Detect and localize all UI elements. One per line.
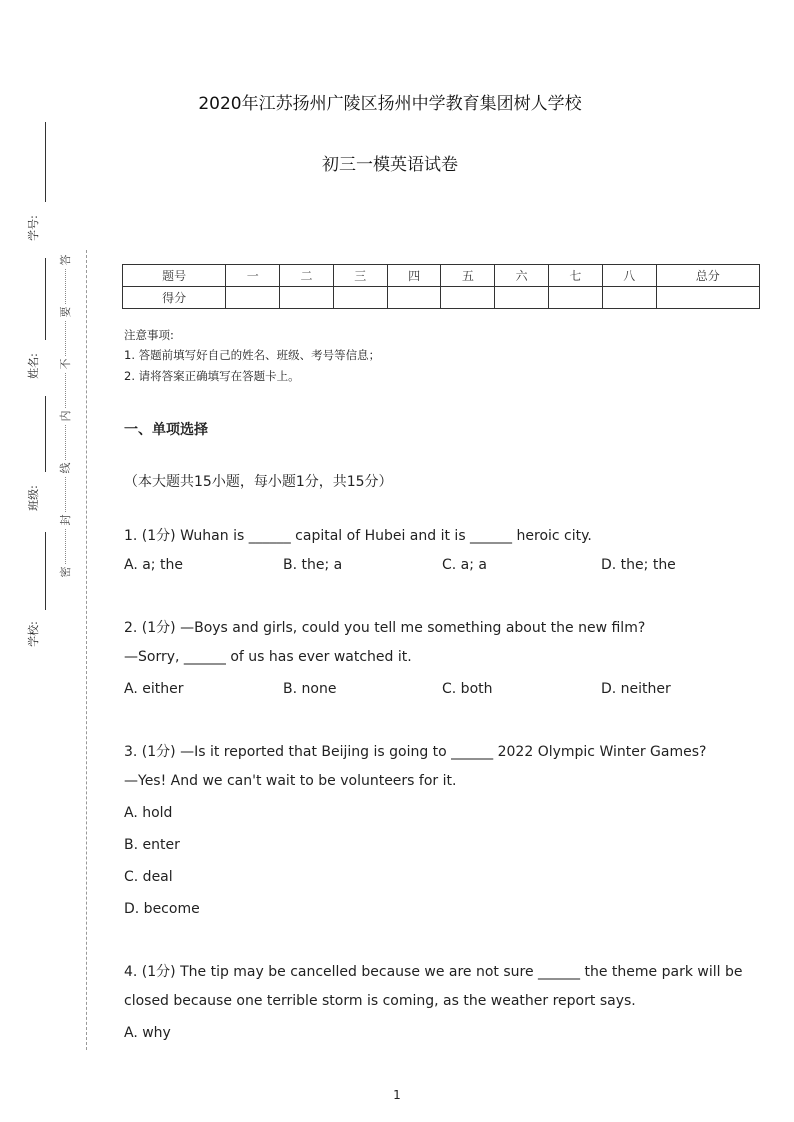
score-table-header-cell: 一 <box>226 265 280 287</box>
question-2-option-c: C. both <box>442 681 493 697</box>
binding-line-school <box>45 532 46 610</box>
question-3-option-d: D. become <box>124 901 200 917</box>
score-table <box>122 264 760 309</box>
score-table-header-cell: 八 <box>602 265 656 287</box>
binding-line-name <box>45 258 46 340</box>
score-table-header-cell: 总分 <box>656 265 759 287</box>
label-school: 学校: <box>27 621 40 647</box>
question-2-option-d: D. neither <box>601 681 671 697</box>
score-cell <box>656 287 759 309</box>
question-3-stem-line2: —Yes! And we can't wait to be volunteers for it. <box>124 773 457 789</box>
question-2-stem: 2. (1分) —Boys and girls, could you tell me something about the new film? <box>124 620 646 636</box>
binding-line-xuehao <box>45 122 46 202</box>
score-table-header-cell: 七 <box>549 265 603 287</box>
score-cell <box>602 287 656 309</box>
seal-char-yao: 要 <box>58 304 74 320</box>
label-class: 班级: <box>27 485 40 511</box>
score-cell <box>333 287 387 309</box>
section-instruction: （本大题共15小题，每小题1分，共15分） <box>124 474 393 490</box>
notes-item: 2. 请将答案正确填写在答题卡上。 <box>124 369 300 383</box>
page-number: 1 <box>393 1088 401 1102</box>
question-1-option-a: A. a; the <box>124 557 183 573</box>
score-cell <box>495 287 549 309</box>
score-cell <box>226 287 280 309</box>
score-table-score-row <box>123 287 760 309</box>
question-3-option-c: C. deal <box>124 869 173 885</box>
question-4-stem-line2: closed because one terrible storm is coming, as the weather report says. <box>124 993 636 1009</box>
question-3-option-a: A. hold <box>124 805 173 821</box>
score-table-header-cell: 六 <box>495 265 549 287</box>
score-table-header-cell: 四 <box>387 265 441 287</box>
seal-char-feng: 封 <box>58 512 74 528</box>
score-table-header-cell: 五 <box>441 265 495 287</box>
question-1-stem: 1. (1分) Wuhan is ______ capital of Hubei and it is ______ heroic city. <box>124 528 592 544</box>
seal-char-mi: 密 <box>58 564 74 580</box>
seal-char-bu: 不 <box>58 356 74 372</box>
page-title: 2020年江苏扬州广陵区扬州中学教育集团树人学校 <box>198 94 582 114</box>
notes-heading: 注意事项: <box>124 328 174 342</box>
score-cell <box>441 287 495 309</box>
notes-item: 1. 答题前填写好自己的姓名、班级、考号等信息； <box>124 348 381 362</box>
score-cell <box>387 287 441 309</box>
seal-char-xian: 线 <box>58 460 74 476</box>
seal-char-da: 答 <box>58 252 74 268</box>
question-1-option-b: B. the; a <box>283 557 343 573</box>
score-table-header-cell: 三 <box>333 265 387 287</box>
page-subtitle: 初三一模英语试卷 <box>322 155 458 175</box>
question-4-option-a: A. why <box>124 1025 171 1041</box>
question-2-stem-line2: —Sorry, ______ of us has ever watched it. <box>124 649 412 665</box>
section-title: 一、单项选择 <box>124 422 208 438</box>
cut-line <box>86 250 87 1050</box>
question-3-option-b: B. enter <box>124 837 180 853</box>
question-2-option-b: B. none <box>283 681 337 697</box>
question-1-option-d: D. the; the <box>601 557 676 573</box>
label-name: 姓名: <box>27 353 40 379</box>
score-cell <box>549 287 603 309</box>
binding-line-class <box>45 396 46 472</box>
question-2-option-a: A. either <box>124 681 184 697</box>
seal-char-nei: 内 <box>58 408 74 424</box>
score-table-header-cell: 二 <box>280 265 334 287</box>
score-table-header-row <box>123 265 760 287</box>
question-1-option-c: C. a; a <box>442 557 488 573</box>
question-3-stem: 3. (1分) —Is it reported that Beijing is going to ______ 2022 Olympic Winter Games? <box>124 744 707 760</box>
label-student-id: 学号: <box>27 215 40 241</box>
question-4-stem: 4. (1分) The tip may be cancelled because we are not sure ______ the theme park will be <box>124 964 743 980</box>
score-cell <box>280 287 334 309</box>
score-row-label: 得分 <box>123 287 226 309</box>
score-table-header-cell: 题号 <box>123 265 226 287</box>
